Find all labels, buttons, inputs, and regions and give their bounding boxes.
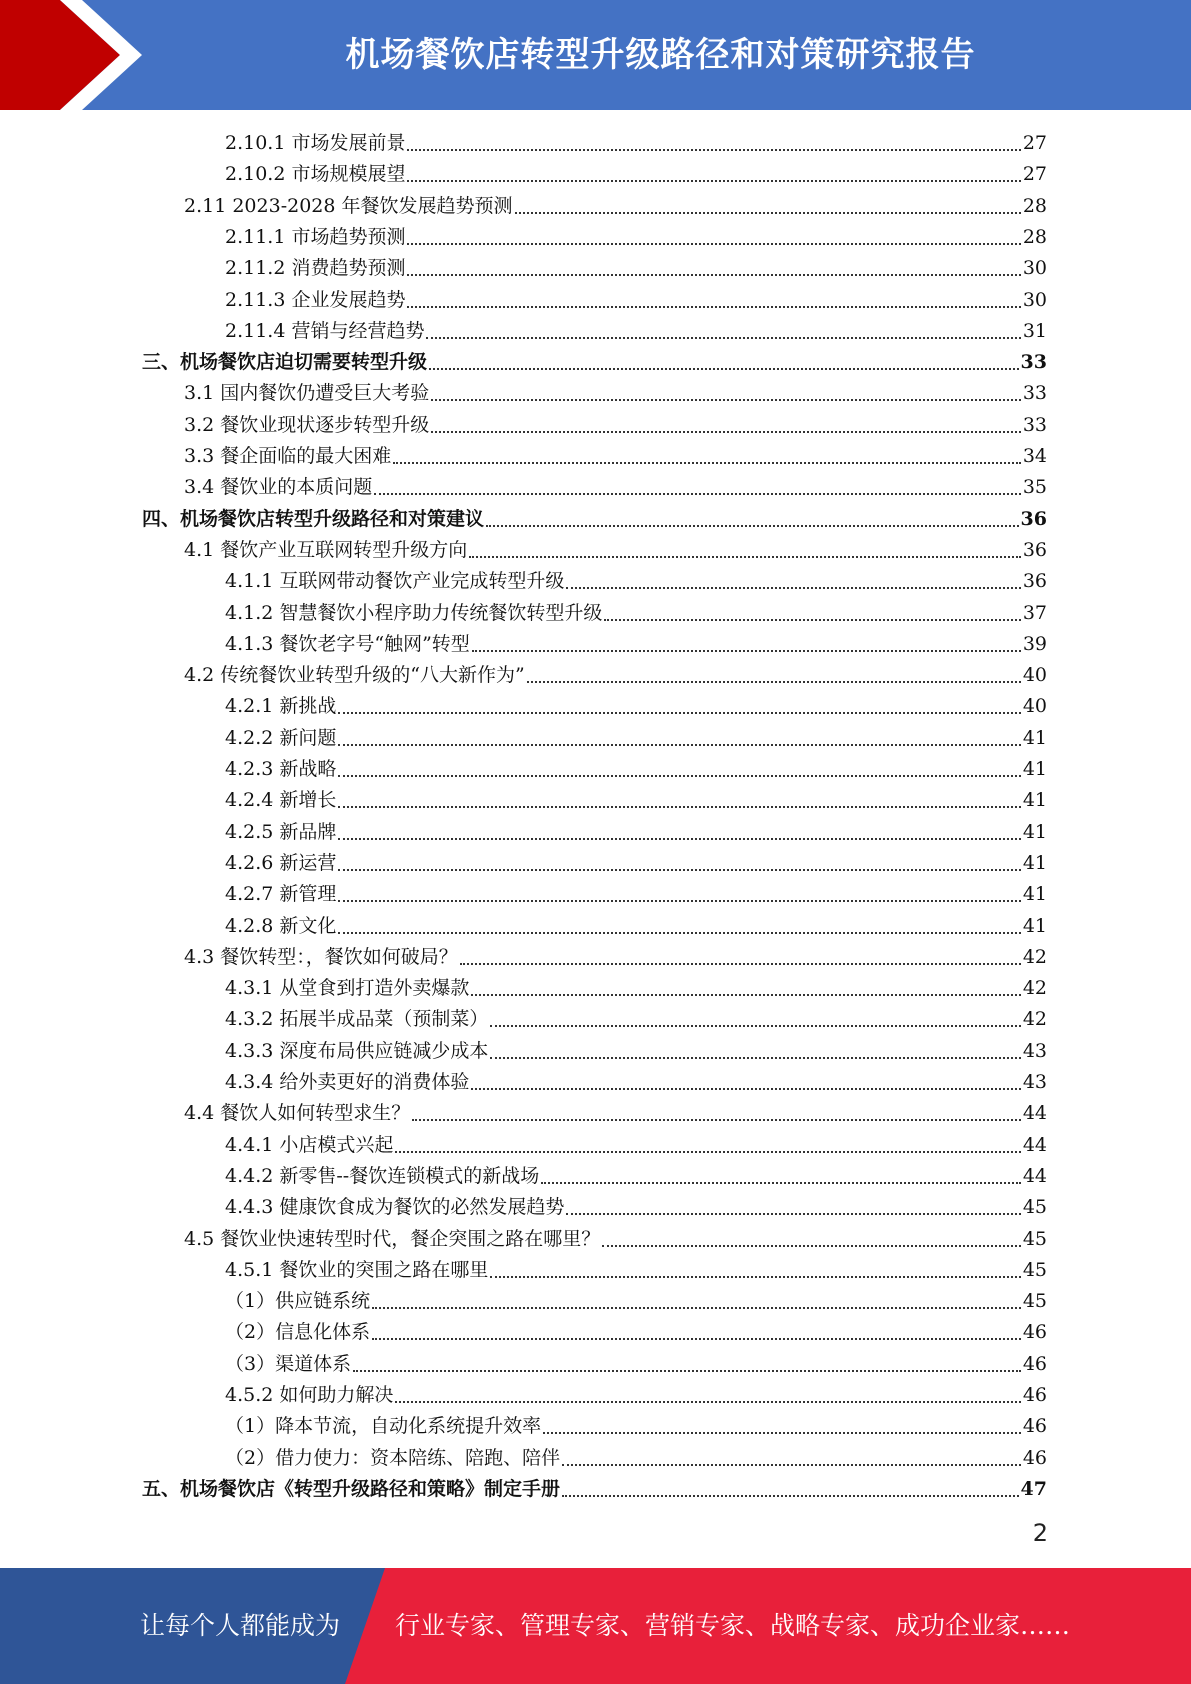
- toc-entry[interactable]: [184, 535, 1047, 566]
- page-number: 2: [1032, 1519, 1048, 1547]
- toc-entry-label: 4.1.1 互联网带动餐饮产业完成转型升级: [225, 570, 565, 593]
- toc-entry-label: （1）供应链系统: [225, 1290, 371, 1313]
- toc-entry[interactable]: [184, 378, 1047, 409]
- toc-entry[interactable]: [184, 1224, 1047, 1255]
- toc-dot-leader: [490, 1276, 1020, 1278]
- toc-entry[interactable]: [225, 285, 1047, 316]
- toc-entry-page: 36: [1020, 507, 1047, 530]
- toc-entry[interactable]: [225, 128, 1047, 159]
- toc-entry-label: 2.11.2 消费趋势预测: [225, 257, 406, 280]
- toc-entry-label: 4.5.2 如何助力解决: [225, 1384, 394, 1406]
- page-header: [0, 0, 1191, 110]
- toc-dot-leader: [338, 775, 1020, 777]
- toc-entry-label: 4.2.1 新挑战: [225, 695, 337, 718]
- toc-entry[interactable]: [225, 1380, 1047, 1411]
- toc-dot-leader: [412, 1119, 1021, 1121]
- toc-entry[interactable]: [225, 754, 1047, 785]
- toc-dot-leader: [604, 619, 1020, 621]
- toc-entry-label: 4.4.3 健康饮食成为餐饮的必然发展趋势: [225, 1196, 565, 1219]
- toc-dot-leader: [431, 431, 1021, 433]
- toc-entry-page: 45: [1022, 1196, 1047, 1219]
- toc-entry[interactable]: [184, 441, 1047, 472]
- toc-entry-page: 30: [1022, 257, 1047, 280]
- toc-dot-leader: [338, 744, 1020, 746]
- toc-entry[interactable]: [225, 316, 1047, 347]
- toc-entry[interactable]: [225, 222, 1047, 253]
- toc-entry[interactable]: [184, 1098, 1047, 1129]
- toc-entry-page: 43: [1022, 1071, 1047, 1093]
- toc-dot-leader: [338, 806, 1020, 808]
- toc-entry-page: 41: [1022, 883, 1047, 906]
- toc-dot-leader: [515, 212, 1021, 214]
- footer-slogan-left: 让每个人都能成为: [140, 1611, 341, 1640]
- toc-entry-page: 33: [1022, 413, 1047, 436]
- toc-entry-page: 46: [1022, 1352, 1047, 1375]
- toc-entry[interactable]: [225, 723, 1047, 754]
- toc-entry-label: 4.2.7 新管理: [225, 883, 337, 906]
- toc-entry[interactable]: [225, 1411, 1047, 1442]
- toc-entry-label: 三、机场餐饮店迫切需要转型升级: [142, 351, 428, 374]
- toc-entry-page: 43: [1022, 1039, 1047, 1062]
- toc-dot-leader: [407, 306, 1020, 308]
- toc-entry[interactable]: [225, 1004, 1047, 1035]
- toc-entry[interactable]: [225, 973, 1047, 1004]
- toc-entry[interactable]: [225, 598, 1047, 629]
- toc-entry[interactable]: [225, 159, 1047, 190]
- toc-entry-page: 27: [1022, 163, 1047, 186]
- toc-entry[interactable]: [184, 410, 1047, 441]
- toc-dot-leader: [471, 1088, 1020, 1090]
- toc-entry-page: 41: [1022, 726, 1047, 749]
- toc-entry-page: 44: [1022, 1133, 1047, 1156]
- toc-entry-page: 36: [1022, 538, 1047, 561]
- toc-entry-page: 41: [1022, 758, 1047, 780]
- toc-dot-leader: [374, 493, 1021, 495]
- toc-dot-leader: [472, 650, 1021, 652]
- toc-entry-label: 五、机场餐饮店《转型升级路径和策略》制定手册: [142, 1477, 561, 1500]
- toc-entry[interactable]: [225, 253, 1047, 284]
- toc-entry[interactable]: [142, 504, 1047, 535]
- toc-entry-page: 37: [1022, 601, 1047, 624]
- toc-entry[interactable]: [225, 1130, 1047, 1161]
- toc-entry-label: 4.5 餐饮业快速转型时代，餐企突围之路在哪里？: [184, 1227, 601, 1250]
- toc-entry-page: 45: [1022, 1258, 1047, 1281]
- toc-entry-page: 33: [1020, 351, 1047, 374]
- toc-dot-leader: [407, 243, 1020, 245]
- toc-dot-leader: [566, 587, 1020, 589]
- toc-entry[interactable]: [225, 911, 1047, 942]
- toc-dot-leader: [541, 1182, 1021, 1184]
- toc-entry-label: 4.1 餐饮产业互联网转型升级方向: [184, 538, 468, 561]
- toc-entry-label: 4.3 餐饮转型：，餐饮如何破局？: [184, 945, 458, 968]
- toc-entry-label: 2.10.2 市场规模展望: [225, 163, 406, 186]
- toc-entry[interactable]: [225, 629, 1047, 660]
- toc-entry[interactable]: [225, 1192, 1047, 1223]
- toc-entry[interactable]: [225, 1349, 1047, 1380]
- toc-dot-leader: [566, 1213, 1020, 1215]
- toc-entry[interactable]: [142, 347, 1047, 378]
- toc-dot-leader: [338, 838, 1020, 840]
- toc-entry-page: 34: [1022, 445, 1047, 467]
- toc-entry-label: 4.2.6 新运营: [225, 851, 337, 874]
- toc-dot-leader: [562, 1464, 1021, 1466]
- toc-entry[interactable]: [225, 1317, 1047, 1348]
- toc-entry-label: 2.11.4 营销与经营趋势: [225, 319, 425, 342]
- toc-entry-label: 3.1 国内餐饮仍遭受巨大考验: [184, 382, 430, 405]
- toc-entry-label: （1）降本节流，自动化系统提升效率: [225, 1415, 542, 1438]
- toc-entry-page: 39: [1022, 632, 1047, 655]
- toc-entry[interactable]: [225, 1036, 1047, 1067]
- toc-entry-page: 31: [1022, 319, 1047, 342]
- toc-entry-page: 45: [1022, 1227, 1047, 1250]
- toc-entry-page: 46: [1022, 1384, 1047, 1406]
- toc-dot-leader: [426, 337, 1020, 339]
- toc-dot-leader: [490, 1057, 1020, 1059]
- toc-entry-label: 4.2.8 新文化: [225, 914, 337, 937]
- toc-entry-label: 4.2.3 新战略: [225, 758, 337, 780]
- toc-entry-label: 4.1.2 智慧餐饮小程序助力传统餐饮转型升级: [225, 601, 603, 624]
- toc-entry[interactable]: [225, 1286, 1047, 1317]
- toc-dot-leader: [602, 1245, 1021, 1247]
- toc-entry-page: 41: [1022, 851, 1047, 874]
- toc-entry-page: 41: [1022, 789, 1047, 812]
- toc-entry-label: 4.4.1 小店模式兴起: [225, 1133, 394, 1156]
- footer-slogan-right: 行业专家、管理专家、营销专家、战略专家、成功企业家……: [395, 1611, 1071, 1640]
- toc-entry-page: 46: [1022, 1446, 1047, 1469]
- toc-entry-page: 46: [1022, 1415, 1047, 1438]
- toc-entry-label: 4.4 餐饮人如何转型求生？: [184, 1102, 411, 1125]
- toc-dot-leader: [407, 274, 1020, 276]
- toc-entry-label: 4.4.2 新零售--餐饮连锁模式的新战场: [225, 1164, 540, 1187]
- toc-dot-leader: [393, 462, 1021, 464]
- toc-entry-page: 47: [1020, 1477, 1047, 1500]
- toc-entry-label: 4.3.1 从堂食到打造外卖爆款: [225, 977, 470, 1000]
- toc-entry-page: 40: [1022, 664, 1047, 687]
- toc-dot-leader: [395, 1151, 1020, 1153]
- page-footer: [0, 1568, 1191, 1684]
- toc-entry[interactable]: [225, 566, 1047, 597]
- toc-entry[interactable]: [225, 1067, 1047, 1098]
- toc-dot-leader: [407, 149, 1020, 151]
- toc-entry-page: 42: [1022, 977, 1047, 1000]
- toc-entry[interactable]: [225, 1161, 1047, 1192]
- toc-dot-leader: [353, 1370, 1021, 1372]
- toc-entry[interactable]: [225, 879, 1047, 910]
- toc-entry-page: 27: [1022, 132, 1047, 154]
- toc-entry-label: 2.11 2023-2028 年餐饮发展趋势预测: [184, 194, 513, 217]
- toc-entry-label: 4.3.3 深度布局供应链减少成本: [225, 1039, 489, 1062]
- toc-dot-leader: [429, 368, 1019, 370]
- toc-entry-page: 28: [1022, 225, 1047, 248]
- toc-entry-page: 44: [1022, 1102, 1047, 1125]
- toc-dot-leader: [338, 869, 1020, 871]
- toc-dot-leader: [460, 963, 1021, 965]
- header-arrow-decoration: [0, 0, 160, 110]
- toc-dot-leader: [469, 556, 1021, 558]
- toc-entry-page: 41: [1022, 820, 1047, 843]
- toc-entry-page: 41: [1022, 914, 1047, 937]
- toc-entry-label: （2）信息化体系: [225, 1321, 371, 1344]
- toc-dot-leader: [471, 994, 1020, 996]
- toc-entry-page: 45: [1022, 1290, 1047, 1313]
- toc-entry[interactable]: [225, 848, 1047, 879]
- toc-entry-label: 4.3.4 给外卖更好的消费体验: [225, 1071, 470, 1093]
- toc-entry-page: 40: [1022, 695, 1047, 718]
- toc-entry[interactable]: [142, 1474, 1047, 1505]
- toc-entry-label: 4.2.2 新问题: [225, 726, 337, 749]
- toc-entry-page: 30: [1022, 288, 1047, 311]
- toc-entry-page: 35: [1022, 476, 1047, 499]
- toc-dot-leader: [543, 1432, 1021, 1434]
- toc-dot-leader: [562, 1495, 1019, 1497]
- toc-entry-label: 4.2.4 新增长: [225, 789, 337, 812]
- toc-entry-label: 2.11.3 企业发展趋势: [225, 288, 406, 311]
- toc-dot-leader: [372, 1338, 1021, 1340]
- toc-entry-label: 2.10.1 市场发展前景: [225, 132, 406, 154]
- toc-dot-leader: [407, 180, 1020, 182]
- toc-entry-label: 4.3.2 拓展半成品菜（预制菜）: [225, 1008, 489, 1031]
- toc-entry-page: 42: [1022, 945, 1047, 968]
- toc-entry-label: 4.2 传统餐饮业转型升级的“八大新作为”: [184, 664, 525, 687]
- toc-entry-page: 28: [1022, 194, 1047, 217]
- toc-entry-label: （3）渠道体系: [225, 1352, 352, 1375]
- toc-entry-page: 36: [1022, 570, 1047, 593]
- toc-entry-label: 2.11.1 市场趋势预测: [225, 225, 406, 248]
- toc-dot-leader: [395, 1401, 1020, 1403]
- toc-dot-leader: [490, 1025, 1020, 1027]
- document-title: 机场餐饮店转型升级路径和对策研究报告: [345, 35, 976, 75]
- toc-dot-leader: [338, 932, 1020, 934]
- toc-entry-label: 4.5.1 餐饮业的突围之路在哪里: [225, 1258, 489, 1281]
- toc-entry-label: 四、机场餐饮店转型升级路径和对策建议: [142, 507, 485, 530]
- toc-entry-label: 3.2 餐饮业现状逐步转型升级: [184, 413, 430, 436]
- toc-entry-label: 3.3 餐企面临的最大困难: [184, 445, 392, 467]
- toc-dot-leader: [372, 1307, 1021, 1309]
- toc-entry-page: 42: [1022, 1008, 1047, 1031]
- toc-entry-page: 46: [1022, 1321, 1047, 1344]
- toc-entry[interactable]: [225, 785, 1047, 816]
- toc-entry[interactable]: [184, 942, 1047, 973]
- toc-entry[interactable]: [184, 660, 1047, 691]
- toc-entry[interactable]: [225, 691, 1047, 722]
- toc-dot-leader: [338, 712, 1020, 714]
- toc-dot-leader: [527, 681, 1021, 683]
- toc-dot-leader: [486, 525, 1019, 527]
- toc-entry[interactable]: [225, 817, 1047, 848]
- toc-entry[interactable]: [184, 472, 1047, 503]
- toc-dot-leader: [338, 900, 1020, 902]
- toc-entry[interactable]: [225, 1255, 1047, 1286]
- toc-entry-page: 44: [1022, 1164, 1047, 1187]
- toc-entry-page: 33: [1022, 382, 1047, 405]
- toc-entry-label: 4.2.5 新品牌: [225, 820, 337, 843]
- toc-dot-leader: [431, 399, 1021, 401]
- toc-entry[interactable]: [184, 191, 1047, 222]
- toc-entry[interactable]: [225, 1443, 1047, 1474]
- toc-entry-label: （2）借力使力：资本陪练、陪跑、陪伴: [225, 1446, 561, 1469]
- toc-entry-label: 4.1.3 餐饮老字号“触网”转型: [225, 632, 470, 655]
- toc-entry-label: 3.4 餐饮业的本质问题: [184, 476, 373, 499]
